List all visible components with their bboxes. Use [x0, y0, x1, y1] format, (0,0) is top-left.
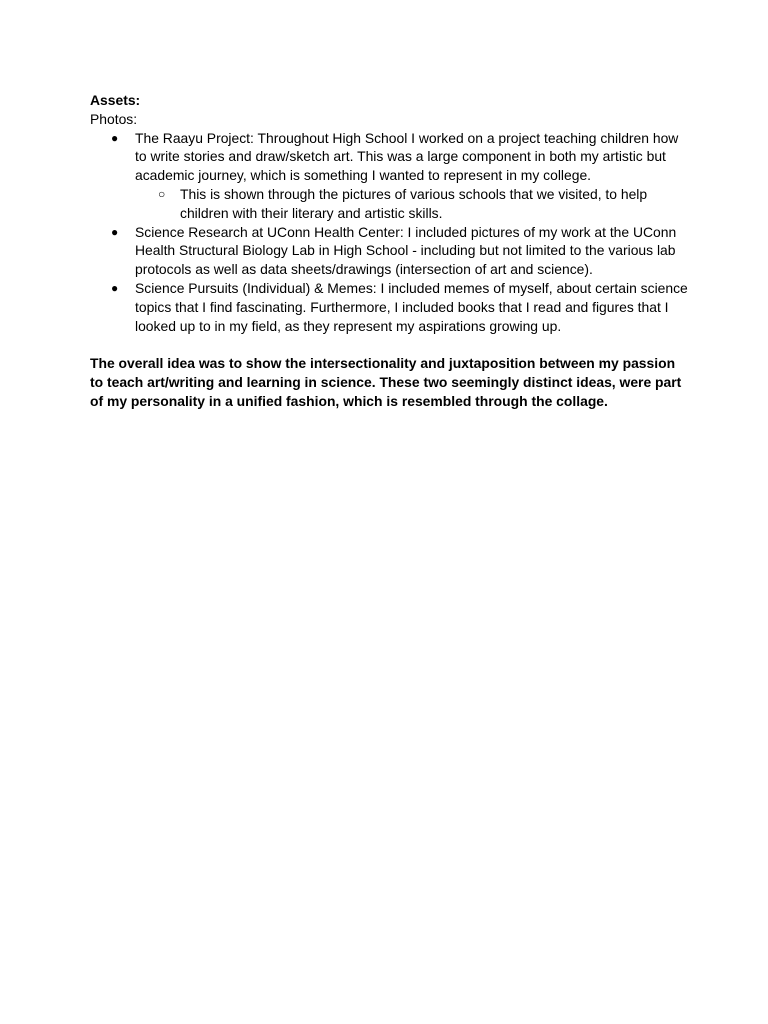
- hollow-bullet-icon: ○: [158, 186, 166, 201]
- sub-bullet-list: [135, 185, 690, 223]
- bullet-icon: ●: [111, 130, 119, 145]
- bullet-list: [90, 129, 690, 336]
- list-item-text: Science Pursuits (Individual) & Memes: I included memes of myself, about certain science topics that I find fascinating. Furthermore, I included books that I read and figures that I looked up to in my field, as they represent my aspirations growing up.: [135, 279, 688, 334]
- list-item: [90, 223, 690, 279]
- list-item: [90, 129, 690, 223]
- sub-list-item-text: This is shown through the pictures of various schools that we visited, to help children with their literary and artistic skills.: [180, 185, 648, 221]
- list-item: [90, 279, 690, 335]
- bullet-icon: ●: [111, 224, 119, 239]
- section-subheading: Photos:: [90, 110, 138, 127]
- summary-paragraph: The overall idea was to show the intersectionality and juxtaposition between my passion to teach art/writing and learning in science. These two seemingly distinct ideas, were part of my personality in a unified fashion, which is resembled through the collage.: [90, 355, 682, 409]
- bullet-icon: ●: [111, 280, 119, 295]
- sub-list-item: [135, 185, 690, 223]
- list-item-text: Science Research at UConn Health Center: I included pictures of my work at the UConn Health Structural Biology Lab in High School - including but not limited to the various lab protocols as well as data sheets/drawings (intersection of art and science).: [135, 223, 677, 278]
- section-heading: Assets:: [90, 92, 141, 108]
- list-item-text: The Raayu Project: Throughout High School I worked on a project teaching children how to write stories and draw/sketch art. This was a large component in both my artistic but academic journey, which is something I wanted to represent in my college.: [135, 129, 679, 184]
- document-body: [90, 91, 690, 411]
